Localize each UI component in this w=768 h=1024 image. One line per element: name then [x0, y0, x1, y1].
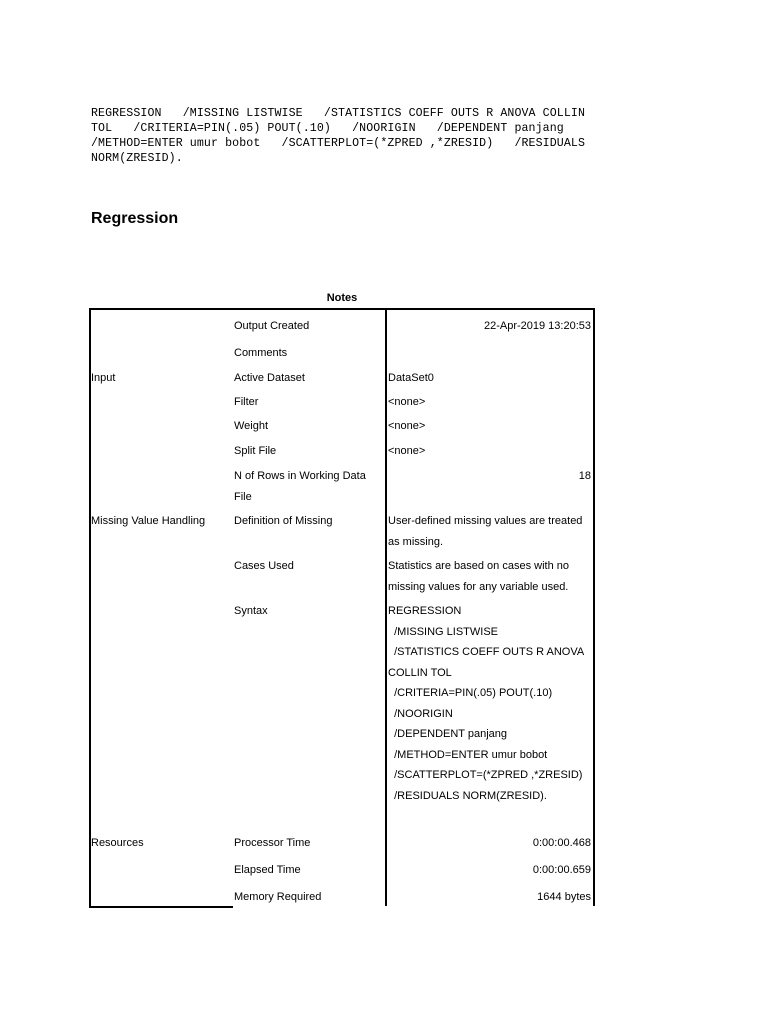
row-value-cases-used	[388, 556, 592, 597]
row-value-syntax	[388, 601, 592, 806]
row-label-active-dataset: Active Dataset	[234, 372, 305, 384]
syntax-value-line: /SCATTERPLOT=(*ZPRED ,*ZRESID)	[388, 769, 583, 781]
row-label-filter: Filter	[234, 396, 259, 408]
syntax-value-line: /MISSING LISTWISE	[388, 625, 499, 638]
row-value-definition-of-missing	[388, 511, 592, 552]
table-border-bottom	[89, 906, 233, 908]
row-value-filter: <none>	[388, 396, 426, 408]
row-value-weight: <none>	[388, 420, 426, 432]
row-label-elapsed-time: Elapsed Time	[234, 864, 301, 876]
row-value-line: Statistics are based on cases with no	[388, 560, 569, 572]
row-value-output-created: 22-Apr-2019 13:20:53	[483, 320, 591, 332]
syntax-value-line: /RESIDUALS NORM(ZRESID).	[388, 789, 547, 802]
syntax-value-line: /NOORIGIN	[388, 707, 453, 720]
row-value-processor-time: 0:00:00.468	[532, 837, 591, 849]
syntax-command-block	[91, 106, 631, 166]
row-label-syntax: Syntax	[234, 605, 268, 617]
row-label-processor-time: Processor Time	[234, 837, 311, 849]
row-label-output-created: Output Created	[234, 320, 310, 332]
syntax-value-line: /METHOD=ENTER umur bobot	[388, 748, 548, 761]
row-value-split-file: <none>	[388, 445, 426, 457]
group-label-resources: Resources	[91, 837, 144, 849]
row-label-memory-required: Memory Required	[234, 891, 322, 903]
row-value-line: as missing.	[388, 535, 444, 548]
syntax-line: /METHOD=ENTER umur bobot /SCATTERPLOT=(*ZPRED ,*ZRESID) /RESIDUALS	[91, 137, 586, 150]
syntax-value-line: COLLIN TOL	[388, 666, 452, 679]
group-label-input: Input	[91, 372, 116, 384]
row-label-comments: Comments	[234, 347, 288, 359]
row-label-split-file: Split File	[234, 445, 277, 457]
syntax-value-line: REGRESSION	[388, 605, 462, 617]
row-value-elapsed-time: 0:00:00.659	[532, 864, 591, 876]
row-label-cases-used: Cases Used	[234, 560, 294, 572]
row-value-memory-required: 1644 bytes	[537, 891, 591, 903]
table-column-divider	[385, 308, 387, 906]
row-value-line: User-defined missing values are treated	[388, 515, 583, 527]
syntax-line: TOL /CRITERIA=PIN(.05) POUT(.10) /NOORIGIN /DEPENDENT panjang	[91, 122, 564, 135]
row-label-definition-of-missing: Definition of Missing	[234, 515, 333, 527]
row-label-line: File	[234, 490, 252, 503]
table-border-right	[593, 308, 595, 906]
section-title: Regression	[91, 210, 179, 227]
row-label-weight: Weight	[234, 420, 269, 432]
group-label-missing-value-handling: Missing Value Handling	[91, 515, 206, 527]
syntax-value-line: /STATISTICS COEFF OUTS R ANOVA	[388, 646, 585, 658]
row-label-n-rows	[234, 466, 380, 507]
row-label-line: N of Rows in Working Data	[234, 470, 366, 482]
row-value-line: missing values for any variable used.	[388, 580, 569, 593]
row-value-n-rows: 18	[578, 470, 591, 482]
syntax-line: REGRESSION /MISSING LISTWISE /STATISTICS COEFF OUTS R ANOVA COLLIN	[91, 107, 586, 120]
row-value-active-dataset: DataSet0	[388, 372, 434, 384]
syntax-value-line: /DEPENDENT panjang	[388, 728, 508, 740]
syntax-value-line: /CRITERIA=PIN(.05) POUT(.10)	[388, 687, 553, 699]
syntax-line: NORM(ZRESID).	[91, 152, 183, 165]
table-border-left	[89, 308, 91, 908]
table-border-top	[89, 308, 595, 310]
table-caption: Notes	[326, 292, 358, 304]
